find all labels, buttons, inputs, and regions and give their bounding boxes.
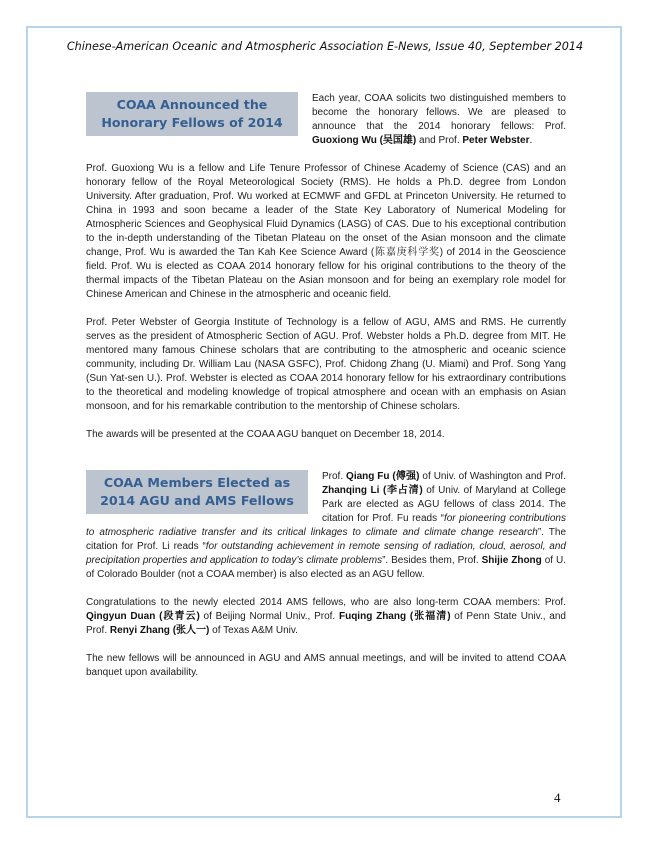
name-duan: Qingyun Duan (段青云) (86, 611, 200, 622)
section-title-honorary-fellows: COAA Announced the Honorary Fellows of 2014 (86, 92, 298, 136)
paragraph-announcement: The new fellows will be announced in AGU and AMS annual meetings, and will be invited to attend COAA banquet upon availability. (86, 653, 566, 678)
name-renyi-zhang: Renyi Zhang (张人一) (109, 625, 210, 636)
name-webster: Peter Webster (462, 135, 530, 146)
page-number: 4 (554, 790, 561, 805)
intro-paragraph: Each year, COAA solicits two distinguished members to become the honorary fellows. We are pleased to announce that the 2014 honorary fellows: Prof. Guoxiong Wu (吴国雄) and Prof. Peter Webster. (312, 93, 566, 146)
name-wu: Guoxiong Wu (吴国雄) (312, 135, 417, 146)
name-fu: Qiang Fu (傅强) (346, 471, 420, 482)
citation-li: for outstanding achievement in remote sensing of radiation, cloud, aerosol, and precipitation properties and application to today’s climate problems (86, 541, 566, 566)
citation-fu: for pioneering contributions to atmospheric radiative transfer and its critical linkages to climate and climate change research (86, 513, 566, 538)
paragraph-webster: Prof. Peter Webster of Georgia Institute of Technology is a fellow of AGU, AMS and RMS. He currently serves as the president of Atmospheric Section of AGU. Prof. Webster holds a Ph.D. degree from MIT. He mentored many famous Chinese scholars that are contributing to the atmospheric and oceanic science community, including Dr. William Lau (NASA GSFC), Prof. Chidong Zhang (U. Miami) and Prof. Song Yang (Sun Yat-sen U.). Prof. Webster is elected as COAA 2014 honorary fellow for his extraordinary contributions to the theoretical and modeling knowledge of tropical atmosphere and ocean with an emphasis on Asian monsoon, and for his remarkable contribution to the mentorship of Chinese scholars. (86, 317, 566, 412)
paragraph-awards: The awards will be presented at the COAA AGU banquet on December 18, 2014. (86, 429, 445, 440)
name-li: Zhanqing Li (李占清) (322, 485, 423, 496)
name-fuqing-zhang: Fuqing Zhang (张福清) (338, 611, 451, 622)
section-title-agu-ams-fellows: COAA Members Elected as 2014 AGU and AMS Fellows (86, 470, 308, 514)
article-body (86, 92, 566, 680)
paragraph-wu: Prof. Guoxiong Wu is a fellow and Life Tenure Professor of Chinese Academy of Science (CAS) and an honorary fellow of the Royal Meteorological Society (RMS). He holds a Ph.D. degree from London University. After graduation, Prof. Wu worked at ECMWF and GFDL at Princeton University. He returned to China in 1993 and soon became a leader of the State Key Laboratory of Numerical Modeling for Atmospheric Sciences and Geophysical Fluid Dynamics (LASG) of CAS. Due to his exceptional contribution to the in-depth understanding of the Tibetan Plateau on the onset of the Asian monsoon and the climate change, Prof. Wu is awarded the Tan Kah Kee Science Award (陈嘉庚科学奖) of 2014 in the Geoscience field. Prof. Wu is elected as COAA 2014 honorary fellow for his original contributions to the theory of the thermal impacts of the Tibetan Plateau on the Asian monsoon and for being an exemplary role model for Chinese American and Chinese in the atmospheric and oceanic field. (86, 163, 566, 300)
newsletter-header: Chinese-American Oceanic and Atmospheric Association E-News, Issue 40, September 2014 (66, 40, 584, 53)
paragraph-agu-fellows: Prof. Qiang Fu (傅强) of Univ. of Washington and Prof. Zhanqing Li (李占清) of Univ. of Maryland at College Park are elected as AGU fellows of class 2014. The citation for Prof. Fu reads “for pioneering contributions to atmospheric radiative transfer and its critical linkages to climate and climate change research”. The citation for Prof. Li reads “for outstanding achievement in remote sensing of radiation, cloud, aerosol, and precipitation properties and application to today’s climate problems”. Besides them, Prof. Shijie Zhong of U. of Colorado Boulder (not a COAA member) is also elected as an AGU fellow. (86, 471, 567, 580)
name-zhong: Shijie Zhong (481, 555, 542, 566)
paragraph-ams-fellows: Congratulations to the newly elected 2014 AMS fellows, who are also long-term COAA members: Prof. Qingyun Duan (段青云) of Beijing Normal Univ., Prof. Fuqing Zhang (张福清) of Penn State Univ., and Prof. Renyi Zhang (张人一) of Texas A&M Univ. (86, 597, 566, 636)
